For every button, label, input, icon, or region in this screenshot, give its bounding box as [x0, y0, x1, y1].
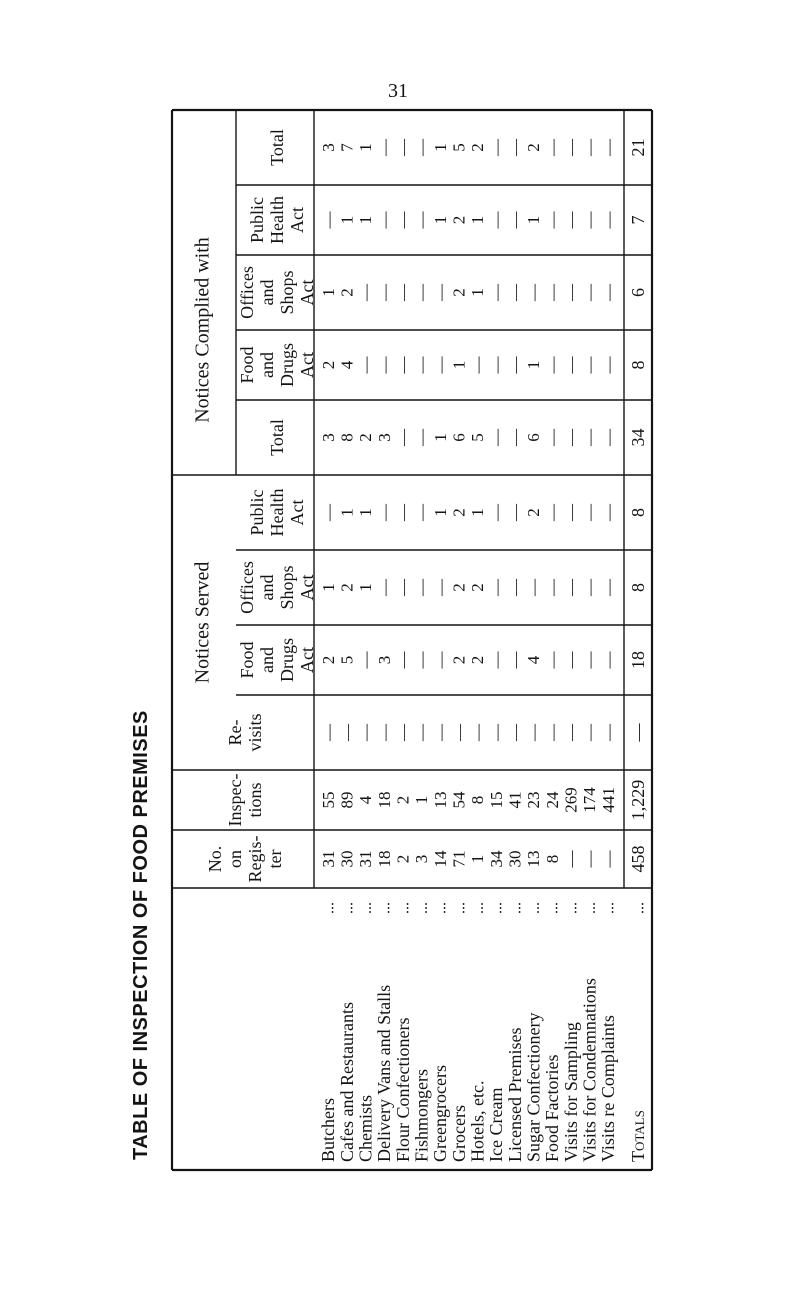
table-cell: 6: [524, 433, 544, 442]
table-cell: 2: [468, 583, 488, 592]
table-cell: 3: [374, 433, 394, 442]
table-cell: —: [337, 724, 357, 741]
table-cell: 3: [318, 143, 338, 152]
table-cell: —: [524, 284, 544, 301]
table-cell: 4: [356, 795, 376, 805]
totals-cell: 34: [628, 428, 649, 447]
column-header-complied_total: Total: [267, 129, 288, 166]
table-cell: —: [561, 429, 581, 446]
table-cell: —: [542, 356, 562, 374]
table-cell: —: [598, 504, 618, 521]
column-header-complied_osa: Offices: [237, 266, 258, 319]
table-cell: —: [374, 284, 394, 301]
table-cell: 5: [337, 655, 357, 665]
table-cell: 55: [318, 791, 338, 809]
table-cell: —: [486, 139, 506, 156]
table-cell: 13: [430, 791, 450, 809]
column-header-complied_pha: Public: [247, 196, 268, 244]
totals-label: Totals: [628, 1110, 649, 1162]
row-leader-dots: ...: [395, 902, 413, 914]
column-header-served_total: Total: [267, 419, 288, 456]
table-cell: —: [318, 211, 338, 229]
totals-cell: 21: [628, 138, 649, 157]
row-leader-dots: ...: [488, 902, 506, 914]
table-cell: —: [356, 724, 376, 741]
row-leader-dots: ...: [600, 902, 618, 914]
table-cell: —: [412, 356, 432, 374]
table-cell: 1: [356, 583, 376, 592]
table-cell: 1: [430, 143, 450, 152]
table-cell: —: [598, 139, 618, 156]
table-cell: 1: [468, 854, 488, 864]
column-header-revisits: visits: [245, 713, 266, 752]
table-cell: 2: [318, 655, 338, 665]
table-cell: —: [393, 724, 413, 741]
table-cell: —: [430, 356, 450, 374]
table-cell: 2: [449, 215, 469, 225]
table-cell: 1: [430, 433, 450, 442]
column-header-served_fda: and: [257, 647, 278, 673]
column-header-register: No.: [205, 845, 226, 873]
table-cell: —: [542, 504, 562, 521]
table-cell: —: [524, 724, 544, 741]
table-cell: 1: [449, 360, 469, 370]
table-title-text: TABLE OF INSPECTION OF FOOD PREMISES: [130, 710, 152, 1160]
table-cell: 1: [524, 360, 544, 370]
row-leader-dots: ...: [376, 902, 394, 914]
table-cell: 31: [318, 850, 338, 868]
column-header-complied_pha: Health: [267, 196, 288, 244]
table-cell: —: [356, 284, 376, 301]
row-label: Fishmongers: [411, 1068, 432, 1162]
table-cell: 31: [356, 850, 376, 868]
column-header-complied_osa: Act: [297, 279, 318, 306]
table-cell: 71: [449, 850, 469, 868]
table-cell: 23: [524, 791, 544, 809]
table-cell: 2: [393, 795, 413, 805]
table-cell: —: [393, 579, 413, 596]
table-cell: 6: [449, 433, 469, 442]
table-cell: —: [505, 579, 525, 596]
table-cell: 3: [318, 433, 338, 442]
table-cell: 1: [318, 288, 338, 297]
table-cell: 1: [337, 508, 357, 517]
table-cell: —: [598, 579, 618, 596]
table-cell: —: [393, 429, 413, 446]
column-header-served_pha: Public: [247, 489, 268, 536]
table-cell: 13: [524, 850, 544, 868]
table-cell: —: [505, 504, 525, 521]
table-cell: —: [598, 724, 618, 741]
table-cell: 1: [337, 215, 357, 225]
table-cell: 1: [412, 795, 432, 805]
table-cell: —: [561, 284, 581, 301]
table-cell: —: [412, 579, 432, 596]
table-cell: —: [580, 211, 600, 229]
table-cell: —: [561, 356, 581, 374]
table-cell: —: [580, 139, 600, 156]
table-cell: —: [356, 651, 376, 669]
table-cell: —: [580, 284, 600, 301]
table-cell: 4: [337, 360, 357, 370]
table-cells: [319, 138, 648, 873]
totals-cell: 1,229: [628, 779, 649, 821]
table-cell: —: [449, 724, 469, 741]
row-labels: [318, 902, 648, 1162]
table-cell: 30: [505, 850, 525, 868]
table-cell: —: [486, 579, 506, 596]
table-cell: —: [486, 724, 506, 741]
table-cell: 8: [337, 433, 357, 442]
totals-cell: 8: [628, 508, 649, 517]
table-cell: 441: [598, 787, 618, 813]
row-label: Food Factories: [542, 1054, 563, 1162]
table-cell: —: [374, 211, 394, 229]
table-cell: 2: [449, 288, 469, 297]
table-cell: 1: [356, 508, 376, 517]
totals-cell: 8: [628, 360, 649, 370]
table-cell: 3: [412, 854, 432, 864]
table-cell: 1: [430, 215, 450, 225]
row-leader-dots: ...: [432, 902, 450, 914]
row-label: Sugar Confectionery: [523, 1012, 544, 1162]
column-header-revisits: Re-: [225, 719, 246, 746]
table-cell: —: [542, 724, 562, 741]
row-label: Cafes and Restaurants: [336, 1002, 357, 1162]
table-cell: —: [561, 139, 581, 156]
table-cell: 1: [468, 288, 488, 297]
column-header-served_osa: Shops: [277, 565, 298, 610]
column-header-complied_fda: Food: [237, 346, 258, 384]
table-cell: 1: [318, 583, 338, 592]
table-cell: —: [505, 429, 525, 446]
table-cell: —: [412, 504, 432, 521]
table-cell: —: [486, 504, 506, 521]
table-cell: 2: [524, 508, 544, 517]
table-cell: —: [542, 429, 562, 446]
group-headers: [192, 237, 214, 683]
column-header-served_fda: Food: [237, 641, 258, 679]
row-label: Visits for Condemnations: [579, 978, 600, 1162]
column-header-complied_pha: Act: [287, 207, 308, 233]
table-cell: —: [374, 139, 394, 156]
table-cell: —: [318, 504, 338, 521]
column-header-complied_osa: and: [257, 279, 278, 306]
table-cell: 15: [486, 791, 506, 809]
table-cell: —: [505, 284, 525, 301]
table-cell: —: [542, 139, 562, 156]
column-header-served_fda: Act: [297, 647, 318, 673]
table-cell: 1: [468, 508, 488, 517]
row-leader-dots: ...: [414, 902, 432, 914]
row-label: Grocers: [448, 1105, 469, 1162]
table-cell: —: [393, 211, 413, 229]
column-header-inspections: tions: [245, 782, 266, 818]
table-cell: 2: [449, 583, 469, 592]
table-cell: 89: [337, 791, 357, 809]
table-cell: 2: [449, 655, 469, 665]
table-cell: —: [393, 284, 413, 301]
table-cell: —: [580, 850, 600, 868]
page-number: 31: [388, 80, 408, 102]
totals-cell: —: [628, 723, 649, 742]
table-cell: 3: [374, 655, 394, 665]
table-cell: 2: [318, 360, 338, 370]
table-cell: —: [598, 356, 618, 374]
table-cell: —: [505, 139, 525, 156]
table-cell: 2: [393, 854, 413, 864]
table-cell: —: [561, 579, 581, 596]
table-cell: —: [412, 724, 432, 741]
table-cell: 4: [524, 655, 544, 665]
group-header-complied: Notices Complied with: [191, 237, 214, 423]
table-cell: —: [505, 356, 525, 374]
table-cell: —: [468, 724, 488, 741]
row-leader-dots: ...: [339, 902, 357, 914]
table-cell: —: [505, 651, 525, 669]
totals-cell: 458: [628, 845, 649, 873]
column-header-served_osa: and: [257, 574, 278, 601]
table-cell: —: [580, 429, 600, 446]
table-cell: 174: [580, 787, 600, 813]
table-cell: —: [561, 850, 581, 868]
totals-cell: 8: [628, 583, 649, 592]
table-cell: —: [430, 651, 450, 669]
table-cell: —: [412, 211, 432, 229]
table-cell: 8: [542, 854, 562, 864]
table-cell: —: [580, 579, 600, 596]
row-leader-dots: ...: [563, 902, 581, 914]
table-cell: —: [318, 724, 338, 741]
table-cell: —: [561, 651, 581, 669]
table-cell: —: [374, 724, 394, 741]
table-cell: 1: [524, 215, 544, 225]
table-cell: —: [598, 211, 618, 229]
table-cell: —: [486, 284, 506, 301]
table-cell: —: [486, 211, 506, 229]
table-cell: —: [374, 579, 394, 596]
row-leader-dots: ...: [507, 902, 525, 914]
table-cell: —: [486, 429, 506, 446]
column-header-complied_fda: and: [257, 352, 278, 378]
table-cell: —: [393, 139, 413, 156]
table-cell: —: [524, 579, 544, 596]
table-cell: 30: [337, 850, 357, 868]
row-label: Hotels, etc.: [467, 1080, 488, 1162]
table-cell: 7: [337, 143, 357, 152]
column-header-served_osa: Offices: [237, 561, 258, 614]
table-cell: —: [374, 504, 394, 521]
table-cell: —: [580, 724, 600, 741]
table-cell: 5: [449, 143, 469, 152]
table-cell: 2: [356, 433, 376, 442]
table-cell: 2: [337, 583, 357, 592]
totals-cell: 7: [628, 215, 649, 225]
table-cell: —: [430, 284, 450, 301]
table-cell: —: [486, 356, 506, 374]
table-cell: —: [412, 651, 432, 669]
table-cell: —: [468, 356, 488, 374]
table-cell: —: [561, 211, 581, 229]
table-cell: —: [542, 211, 562, 229]
table-cell: 41: [505, 791, 525, 809]
table-cell: —: [598, 429, 618, 446]
table-cell: 5: [468, 433, 488, 442]
table-cell: 1: [468, 215, 488, 225]
table-cell: 2: [524, 143, 544, 152]
column-header-served_pha: Health: [267, 488, 288, 537]
row-label: Butchers: [318, 1098, 339, 1162]
table-cell: —: [393, 504, 413, 521]
column-header-complied_osa: Shops: [277, 270, 298, 315]
table-cell: —: [430, 579, 450, 596]
row-label: Visits re Complaints: [598, 1015, 619, 1162]
table-cell: 1: [430, 508, 450, 517]
table-cell: —: [393, 356, 413, 374]
row-label: Flour Confectioners: [392, 1017, 413, 1162]
table-cell: —: [561, 504, 581, 521]
row-leader-dots: ...: [470, 902, 488, 914]
table-cell: —: [374, 356, 394, 374]
row-label: Visits for Sampling: [560, 1022, 581, 1162]
table-cell: 2: [468, 655, 488, 665]
row-leader-dots: ...: [582, 902, 600, 914]
table-cell: 34: [486, 850, 506, 868]
table-cell: —: [356, 356, 376, 374]
table-cell: —: [412, 284, 432, 301]
table-cell: 2: [449, 508, 469, 517]
table-cell: —: [598, 284, 618, 301]
row-label: Chemists: [355, 1094, 376, 1162]
table-cell: 8: [468, 795, 488, 805]
totals-cell: 6: [628, 288, 649, 297]
column-header-register: ter: [265, 849, 286, 869]
table-cell: —: [598, 651, 618, 669]
column-header-served_osa: Act: [297, 574, 318, 601]
table-cell: —: [580, 504, 600, 521]
column-header-inspections: Inspec-: [225, 773, 246, 827]
table-cell: —: [542, 579, 562, 596]
column-header-served_pha: Act: [287, 499, 308, 526]
table-cell: 2: [468, 143, 488, 152]
table-cell: —: [598, 850, 618, 868]
table-cell: —: [580, 356, 600, 374]
row-leader-dots: ...: [358, 902, 376, 914]
table-cell: —: [505, 211, 525, 229]
column-header-complied_fda: Act: [297, 352, 318, 378]
table-cell: 18: [374, 791, 394, 809]
group-header-served: Notices Served: [191, 561, 214, 684]
table-cell: —: [542, 284, 562, 301]
row-label: Ice Cream: [486, 1087, 507, 1162]
column-header-complied_fda: Drugs: [277, 343, 298, 387]
table-cell: 2: [337, 288, 357, 297]
totals-cell: 18: [628, 651, 649, 669]
table-cell: —: [505, 724, 525, 741]
table-cell: —: [393, 651, 413, 669]
table-cell: 269: [561, 787, 581, 813]
column-header-register: on: [225, 850, 246, 868]
row-leader-dots: ...: [526, 902, 544, 914]
row-leader-dots: ...: [320, 902, 338, 914]
table-cell: —: [430, 724, 450, 741]
table-cell: 24: [542, 791, 562, 809]
table-cell: —: [412, 139, 432, 156]
table-cell: 1: [356, 215, 376, 225]
table-cell: 18: [374, 850, 394, 868]
table-cell: —: [580, 651, 600, 669]
column-header-served_fda: Drugs: [277, 638, 298, 682]
table-cell: —: [561, 724, 581, 741]
table-cell: 14: [430, 850, 450, 868]
table-cell: —: [542, 651, 562, 669]
row-label: Licensed Premises: [504, 1027, 525, 1162]
totals-leader-dots: ...: [630, 902, 648, 914]
row-label: Greengrocers: [430, 1065, 451, 1162]
column-header-register: Regis-: [245, 835, 266, 883]
row-leader-dots: ...: [451, 902, 469, 914]
row-label: Delivery Vans and Stalls: [374, 984, 395, 1162]
table-cell: —: [412, 429, 432, 446]
table-cell: 54: [449, 791, 469, 809]
row-leader-dots: ...: [544, 902, 562, 914]
table-cell: 1: [356, 143, 376, 152]
table-cell: —: [486, 651, 506, 669]
